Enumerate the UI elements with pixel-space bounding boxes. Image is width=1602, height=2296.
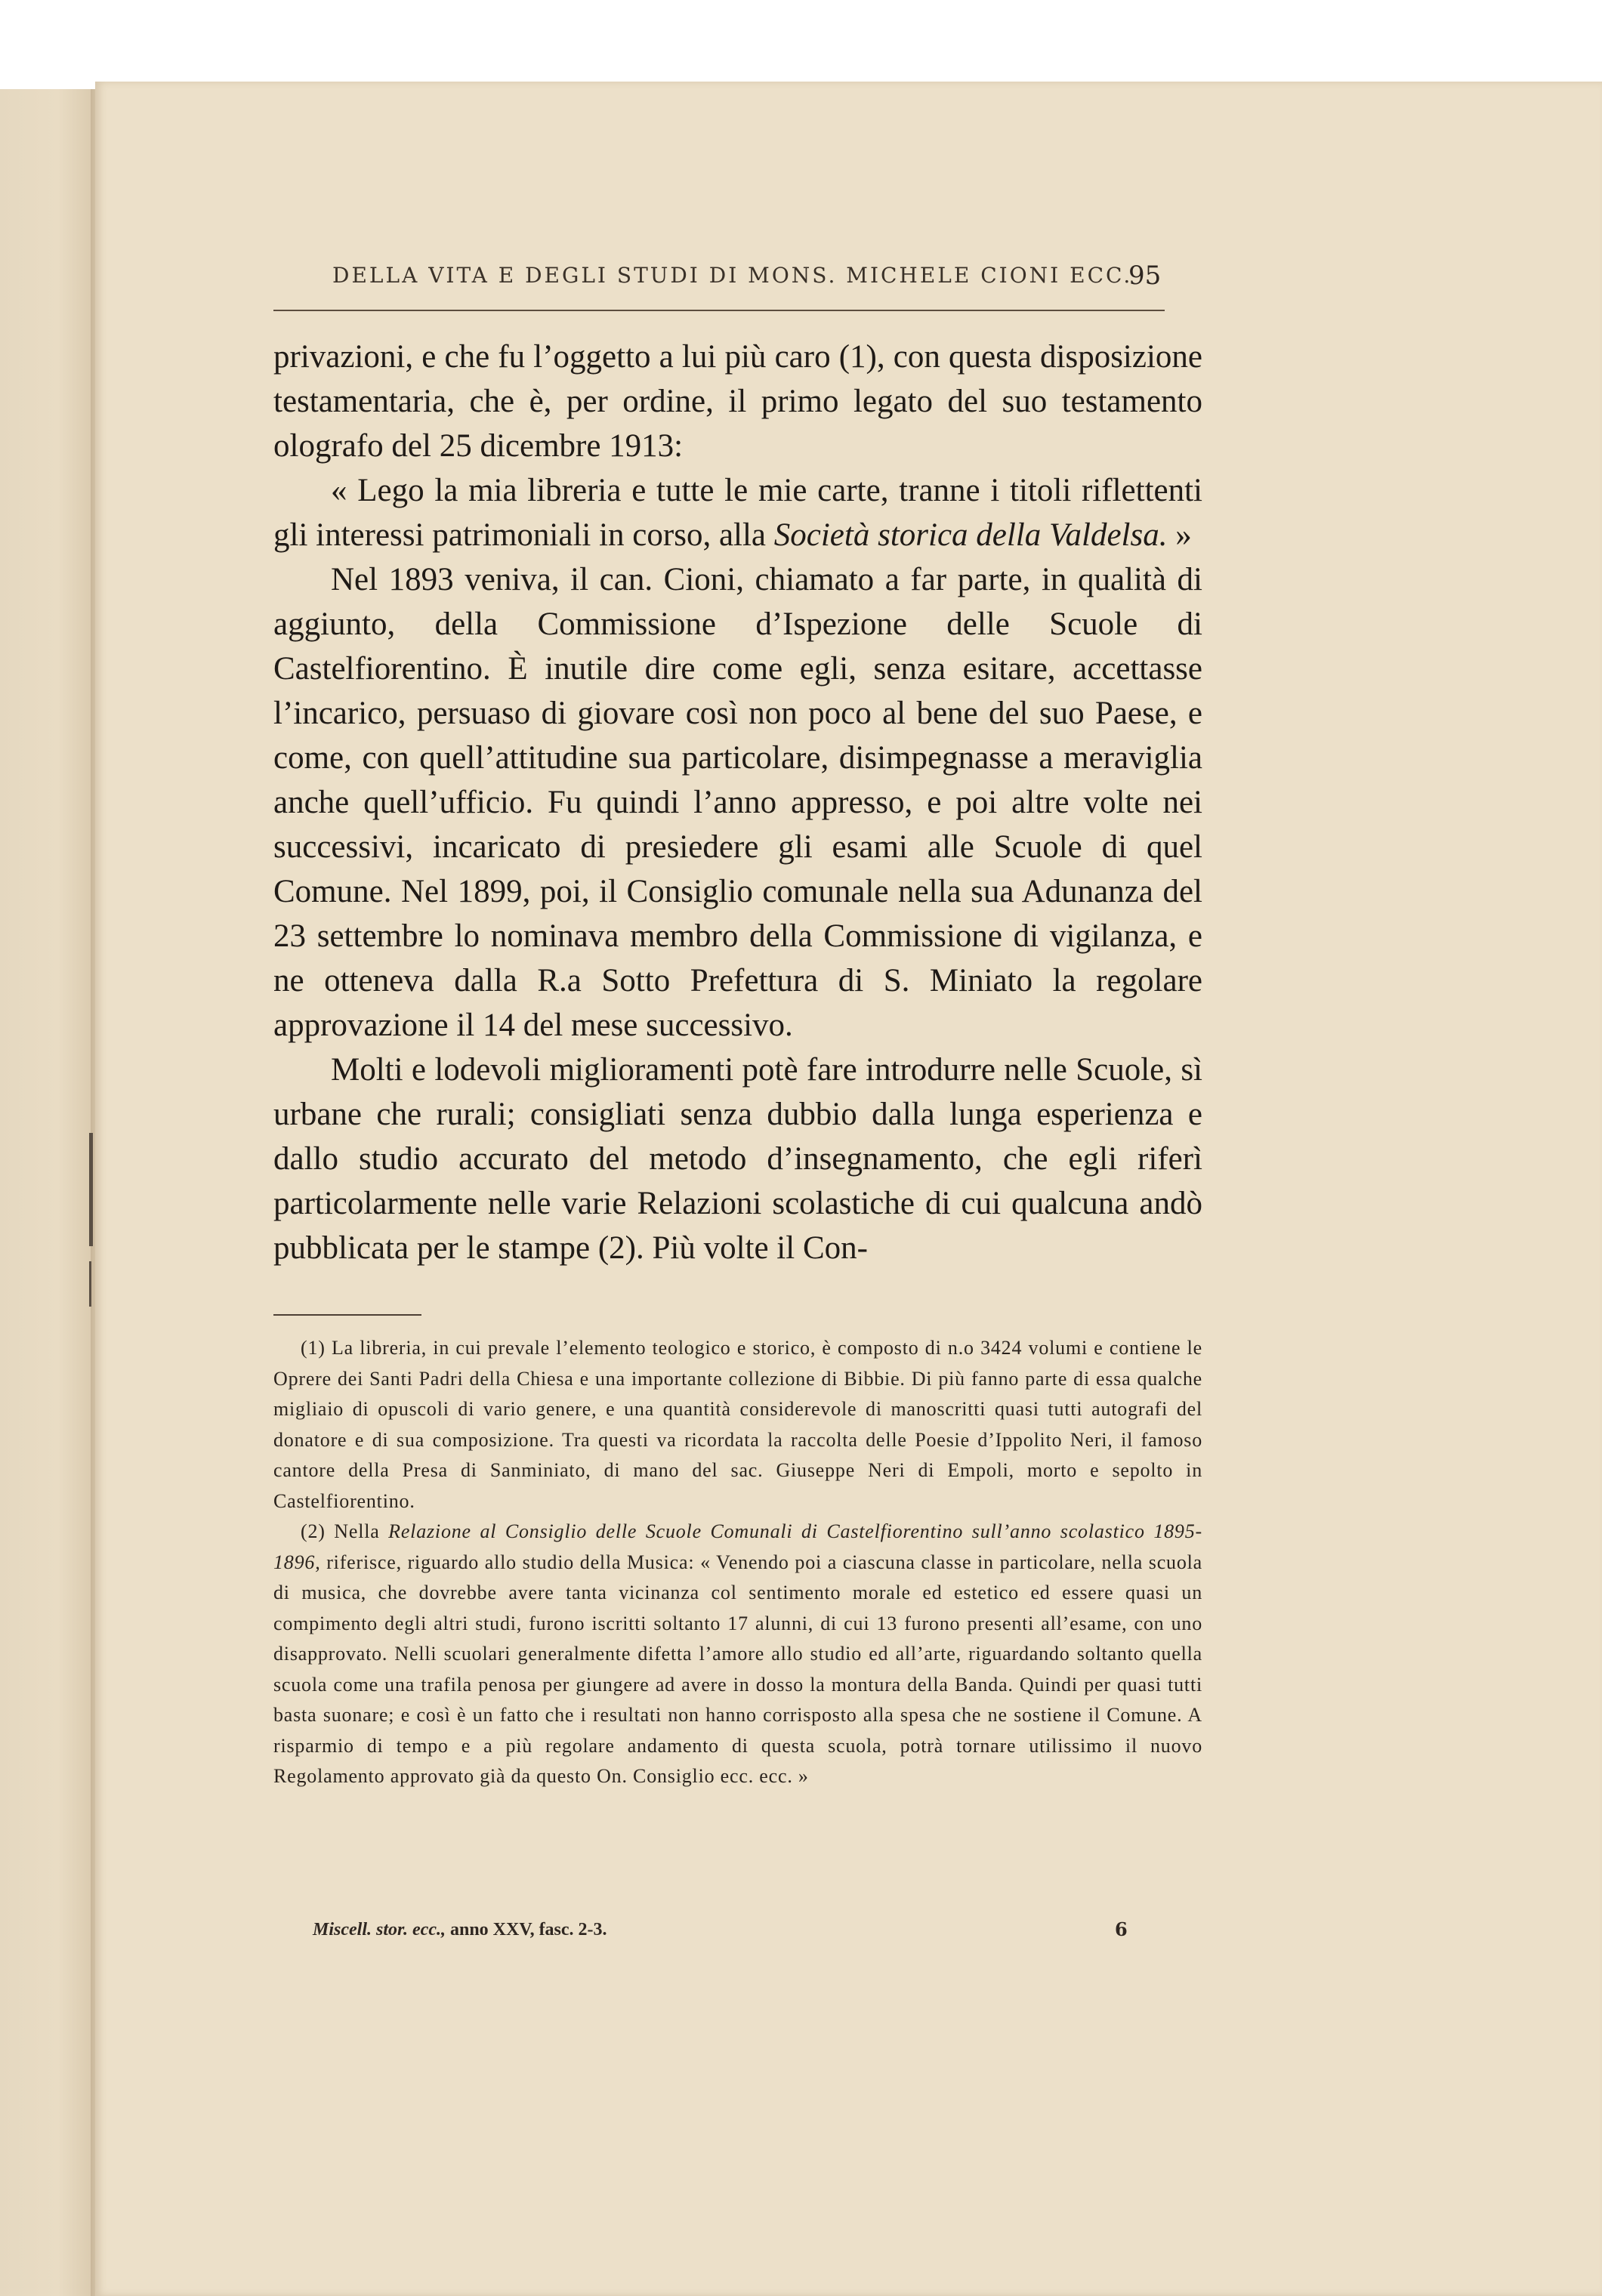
- running-header: DELLA VITA E DEGLI STUDI DI MONS. MICHELE CIONI ECC.: [332, 263, 1133, 288]
- quote-text: « Lego la mia libreria e tutte le mie carte, tranne i titoli riflettenti gli interessi patrimoniali in corso, alla: [273, 473, 1202, 553]
- header-rule: [273, 310, 1165, 311]
- paragraph-1: privazioni, e che fu l’oggetto a lui più caro (1), con questa disposizione testamentaria, che è, per ordine, il primo legato del suo testamento olografo del 25 dicembre 1913:: [273, 339, 1202, 464]
- footnotes: [273, 1333, 1202, 1792]
- body-text: [273, 335, 1202, 1270]
- previous-page-edge: [0, 89, 97, 2296]
- paragraph-4: Molti e lodevoli miglioramenti potè fare introdurre nelle Scuole, sì urbane che rurali; consigliati senza dubbio dalla lunga esperienza e dallo studio accurato del metodo d’insegnamento, che egli riferì particolarmente nelle varie Relazioni scolastiche di cui qualcuna andò pubblicata per le stampe (2). Più volte il Con-: [273, 1052, 1202, 1266]
- footnote-2: [273, 1517, 1202, 1792]
- page-number: 95: [1128, 261, 1162, 291]
- margin-stain: [89, 1261, 91, 1307]
- society-name: Società storica della Valdelsa.: [773, 517, 1168, 553]
- footnote-2-lead: (2) Nella: [301, 1520, 389, 1542]
- journal-issue: anno XXV, fasc. 2-3.: [445, 1920, 607, 1940]
- footnote-2-text: riferisce, riguardo allo studio della Musica: « Venendo poi a ciascuna classe in particolare, nella scuola di musica, che dovrebbe avere tanta vicinanza col sentimento morale ed estetico ed essere quasi un compimento degli altri studi, furono iscritti soltanto 17 alunni, di cui 13 furono presenti all’esame, con uno disapprovato. Nelli scuolari generalmente difetta l’amore allo studio ed all’arte, riguardando soltanto quella scuola come una trafila penosa per giungere ad avere in dosso la montura della Banda. Quindi per quasi tutti basta suonare; e così è un fatto che i resultati non hanno corrisposto alla spesa che ne sostiene il Comune. A risparmio di tempo e a più regolare andamento di questa scuola, potrà tornare utilissimo il nuovo Regolamento approvato già da questo On. Consiglio ecc. ecc. »: [273, 1551, 1202, 1787]
- paragraph-3: Nel 1893 veniva, il can. Cioni, chiamato a far parte, in qualità di aggiunto, della Commissione d’Ispezione delle Scuole di Castelfiorentino. È inutile dire come egli, senza esitare, accettasse l’incarico, persuaso di giovare così non poco al bene del suo Paese, e come, con quell’attitudine sua particolare, disimpegnasse a meraviglia anche quell’ufficio. Fu quindi l’anno appresso, e poi altre volte nei successivi, incaricato di presiedere gli esami alle Scuole di quel Comune. Nel 1899, poi, il Consiglio comunale nella sua Adunanza del 23 settembre lo nominava membro della Commissione di vigilanza, e ne otteneva dalla R.a Sotto Prefettura di S. Miniato la regolare approvazione il 14 del mese successivo.: [273, 562, 1202, 1043]
- paragraph-2: [273, 468, 1202, 557]
- footnote-1: (1) La libreria, in cui prevale l’elemento teologico e storico, è composto di n.o 3424 volumi e contiene le Oprere dei Santi Padri della Chiesa e una importante collezione di Bibbie. Di più fanno parte di essa qualche migliaio di opuscoli di vario genere, e una quantità considerevole di manoscritti quasi tutti autografi del donatore e di sua composizione. Tra questi va ricordata la raccolta delle Poesie d’Ippolito Neri, il famoso cantore della Presa di Sanminiato, di mano del sac. Giuseppe Neri di Empoli, morto e sepolto in Castelfiorentino.: [273, 1337, 1202, 1512]
- quote-close: »: [1167, 517, 1192, 553]
- footnote-rule: [273, 1314, 421, 1316]
- signature-mark: 6: [1115, 1918, 1128, 1940]
- journal-name: Miscell. stor. ecc.,: [313, 1920, 446, 1940]
- margin-stain: [89, 1133, 93, 1246]
- journal-footer: [313, 1920, 607, 1940]
- footnote-2-title: Relazione al Consiglio delle Scuole Comunali di Castelfiorentino sull’anno scolastico 1895-1896,: [273, 1520, 1202, 1573]
